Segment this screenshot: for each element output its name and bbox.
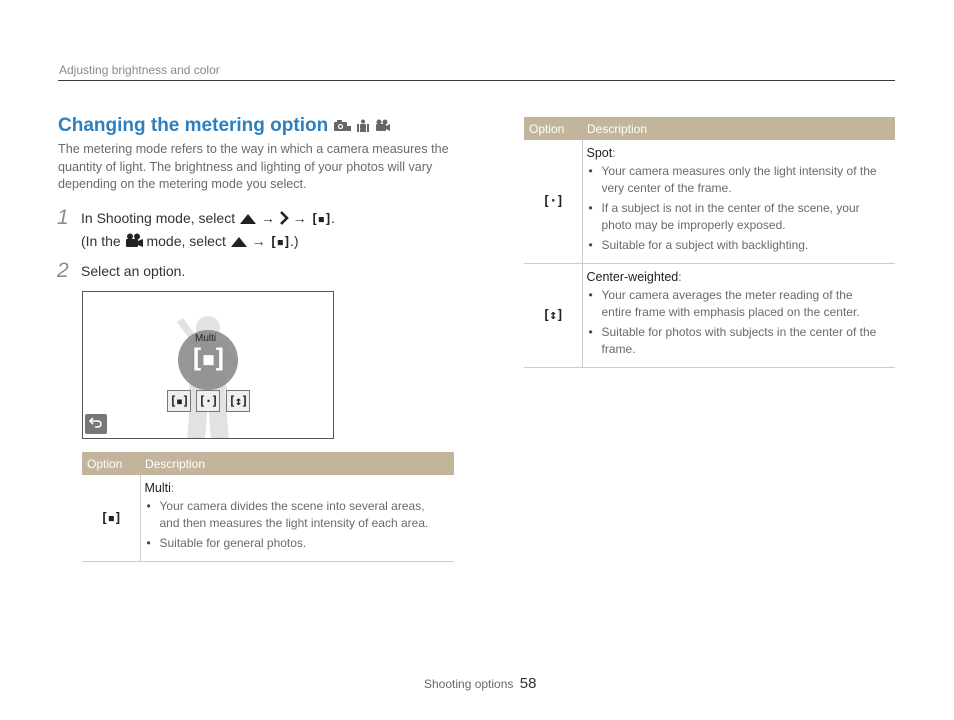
option-colon: : (678, 270, 682, 284)
column-header-description: Description (582, 117, 895, 140)
center-weighted-option-button[interactable]: [↕] (226, 390, 250, 412)
arrow-text: → (292, 210, 307, 226)
list-item: • Your camera measures only the light intensity of the very center of the frame. (587, 163, 886, 197)
intro-paragraph: The metering mode refers to the way in which a camera measures the quantity of light. The brightness and lighting of your photos will vary depending on the metering mode you select. (58, 142, 449, 191)
movie-icon (375, 119, 390, 133)
table-row (524, 264, 895, 368)
list-item: • Your camera divides the scene into several areas, and then measures the light intensity of each area. (145, 498, 445, 532)
step-1-text (81, 208, 335, 254)
multi-option-button[interactable]: [▪] (167, 390, 191, 412)
camera-screen (82, 291, 334, 439)
page-footer (424, 675, 536, 692)
list-item: • Your camera averages the meter reading of the entire frame with emphasis placed on the center. (587, 287, 886, 321)
arrow-text: → (251, 233, 266, 249)
option-name: Multi (144, 481, 171, 495)
table-header-row (82, 452, 454, 475)
camera-smart-icon (334, 119, 351, 133)
option-colon: : (612, 146, 616, 160)
table-row (524, 140, 895, 264)
table-header-row (524, 117, 895, 140)
movie-mode-icon (125, 233, 143, 254)
selected-metering-icon: [▪] (189, 344, 224, 374)
selected-option-label: Multi (195, 333, 217, 344)
option-description (582, 140, 895, 264)
column-header-description: Description (140, 452, 454, 475)
up-triangle-icon (239, 210, 257, 231)
list-item: • Suitable for photos with subjects in the center of the frame. (587, 324, 886, 358)
option-colon: : (170, 481, 175, 495)
step-1-line2-middle: mode, select (146, 233, 226, 249)
chevron-right-icon (279, 210, 289, 231)
multi-metering-icon: [▪] (310, 212, 332, 227)
metering-table-right (524, 117, 895, 368)
option-bullets (587, 287, 886, 358)
option-icon-spot: [·] (524, 140, 582, 264)
spot-option-button[interactable]: [·] (196, 390, 220, 412)
option-name: Spot (586, 146, 613, 160)
list-item: • Suitable for a subject with backlighting. (587, 237, 886, 254)
footer-section: Shooting options (424, 677, 514, 691)
step-2-text: Select an option. (81, 263, 186, 279)
page-number: 58 (519, 675, 537, 692)
option-icon-center-weighted: [↕] (524, 264, 582, 368)
back-button[interactable] (85, 414, 107, 434)
back-arrow-icon (89, 415, 103, 433)
multi-metering-icon: [▪] (269, 235, 291, 250)
step-1-prefix: In Shooting mode, select (81, 210, 236, 226)
table-row (82, 475, 454, 562)
step-1-number: 1 (57, 206, 69, 229)
step-2-number: 2 (57, 259, 69, 282)
column-header-option: Option (524, 117, 582, 140)
column-header-option: Option (82, 452, 140, 475)
mode-icons (334, 119, 390, 133)
option-description (140, 475, 454, 562)
section-title: Changing the metering option (58, 115, 329, 136)
scene-icon (356, 119, 370, 133)
option-bullets (145, 498, 445, 552)
header-divider (58, 80, 895, 81)
step-1-line2-suffix: .) (290, 233, 299, 249)
option-bullets (587, 163, 886, 254)
metering-table-left (82, 452, 454, 562)
option-name: Center-weighted (586, 270, 679, 284)
up-triangle-icon (230, 233, 248, 254)
step-1-suffix: . (331, 210, 335, 226)
breadcrumb: Adjusting brightness and color (59, 63, 220, 77)
option-description (582, 264, 895, 368)
arrow-text: → (260, 210, 275, 226)
step-1-line2-prefix: (In the (81, 233, 121, 249)
list-item: • Suitable for general photos. (145, 535, 445, 552)
option-icon-multi: [▪] (82, 475, 140, 562)
list-item: • If a subject is not in the center of the scene, your photo may be improperly exposed. (587, 200, 886, 234)
